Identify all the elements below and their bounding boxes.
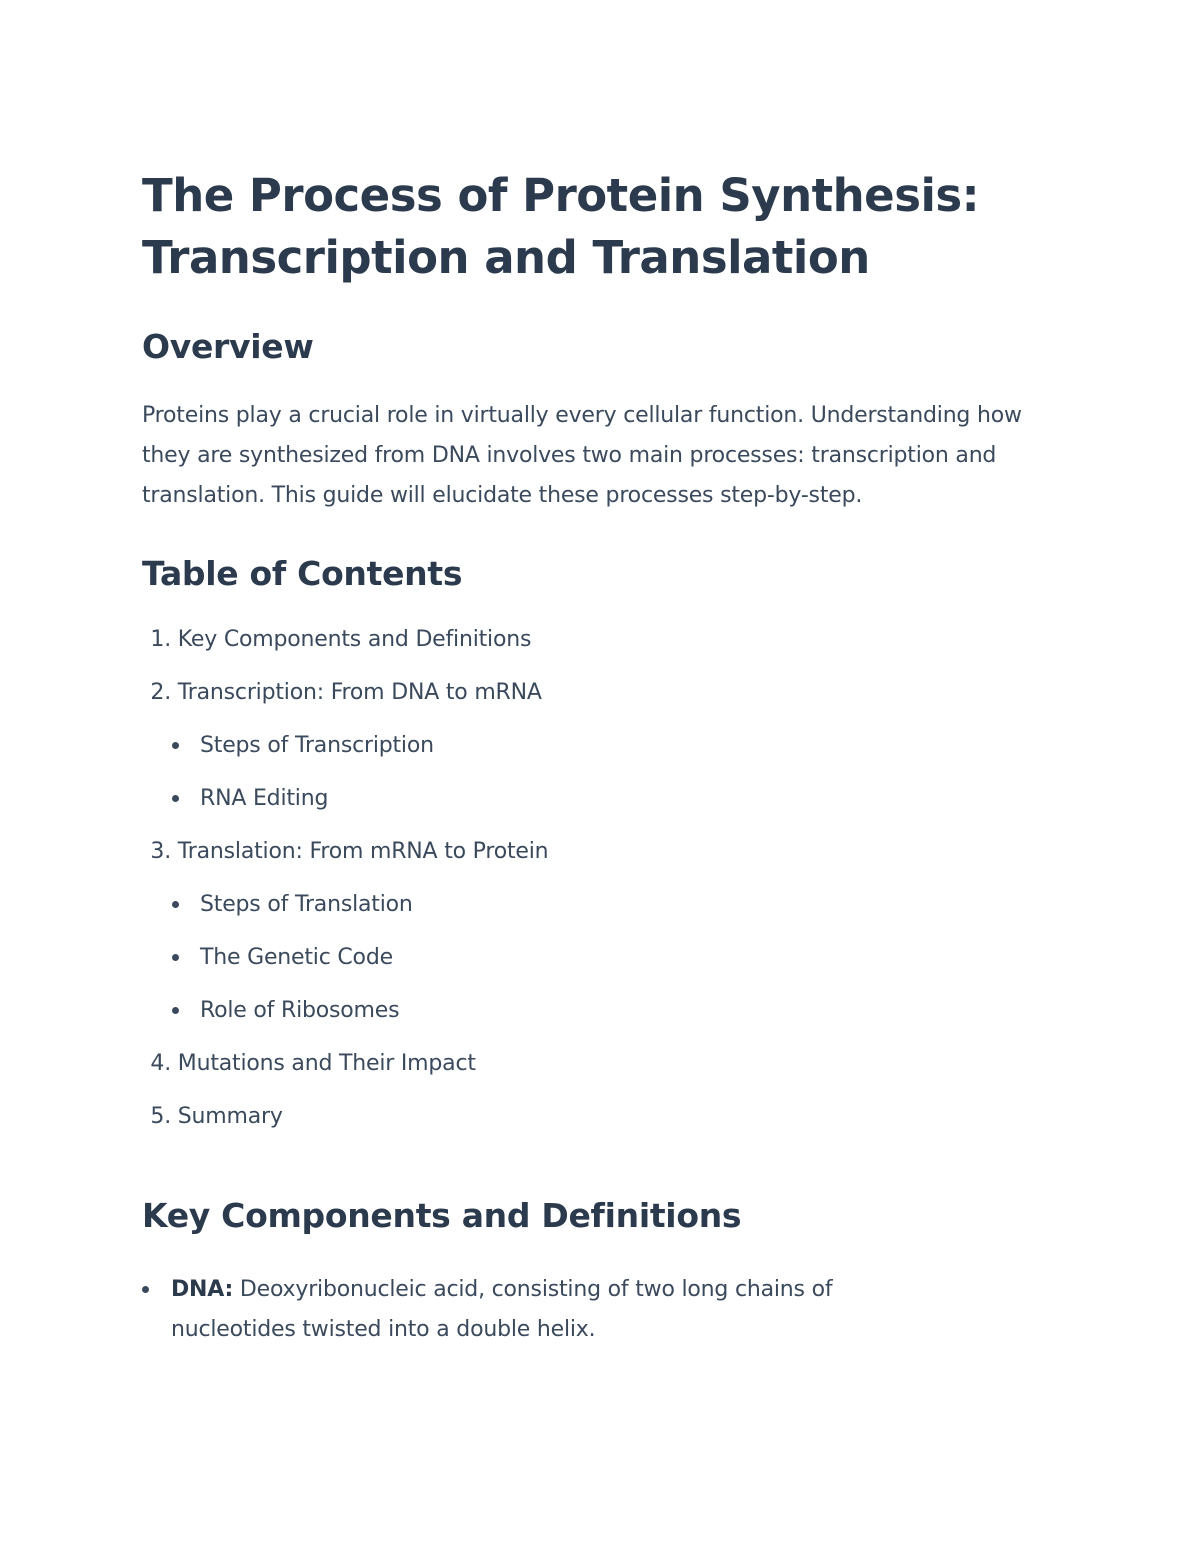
toc-subitem-label: The Genetic Code <box>200 945 393 970</box>
overview-paragraph: Proteins play a crucial role in virtually every cellular function. Understanding how they are synthesized from DNA involves two main processes: transcription and translation. This guide will elucidate these processes step-by-step. <box>142 403 1022 508</box>
definition-body <box>171 1270 931 1350</box>
toc-item[interactable] <box>142 1101 1042 1154</box>
toc-subitem-label: Role of Ribosomes <box>200 998 400 1023</box>
toc-item[interactable] <box>142 1048 1042 1101</box>
overview-heading: Overview <box>142 327 314 366</box>
document-title <box>142 165 1042 289</box>
definition-term: DNA: <box>171 1277 234 1302</box>
toc-subitem[interactable] <box>142 942 1042 995</box>
bullet-icon <box>172 954 179 961</box>
bullet-icon <box>172 742 179 749</box>
toc-subitem-label: Steps of Transcription <box>200 733 434 758</box>
toc-item-number: 3. <box>150 839 171 864</box>
toc-subitem[interactable] <box>142 783 1042 836</box>
bullet-icon <box>172 1007 179 1014</box>
list-item <box>142 1270 1042 1350</box>
toc-item-label: Transcription: From DNA to mRNA <box>177 680 542 705</box>
toc-item[interactable] <box>142 836 1042 889</box>
toc-item-label: Summary <box>177 1104 283 1129</box>
toc-subitem-label: Steps of Translation <box>200 892 413 917</box>
toc-item-number: 1. <box>150 627 171 652</box>
definition-text: Deoxyribonucleic acid, consisting of two long chains of nucleotides twisted into a double helix. <box>171 1277 833 1342</box>
toc-item-label: Translation: From mRNA to Protein <box>177 839 549 864</box>
toc-item-label: Key Components and Definitions <box>177 627 532 652</box>
title-line-1: The Process of Protein Synthesis: <box>142 169 980 222</box>
toc-subitem[interactable] <box>142 889 1042 942</box>
toc-subitem[interactable] <box>142 730 1042 783</box>
toc-item-number: 4. <box>150 1051 171 1076</box>
bullet-icon <box>172 795 179 802</box>
bullet-icon <box>172 901 179 908</box>
key-components-heading: Key Components and Definitions <box>142 1196 742 1235</box>
toc-item-number: 5. <box>150 1104 171 1129</box>
key-components-list <box>142 1270 1042 1350</box>
toc-subitem[interactable] <box>142 995 1042 1048</box>
toc-item[interactable] <box>142 624 1042 677</box>
toc-subitem-label: RNA Editing <box>200 786 329 811</box>
toc-item-number: 2. <box>150 680 171 705</box>
document-page <box>142 165 1042 1350</box>
table-of-contents <box>142 624 1042 1154</box>
bullet-icon <box>142 1286 149 1293</box>
title-line-2: Transcription and Translation <box>142 231 870 284</box>
toc-item[interactable] <box>142 677 1042 730</box>
toc-heading: Table of Contents <box>142 554 463 593</box>
toc-item-label: Mutations and Their Impact <box>177 1051 476 1076</box>
